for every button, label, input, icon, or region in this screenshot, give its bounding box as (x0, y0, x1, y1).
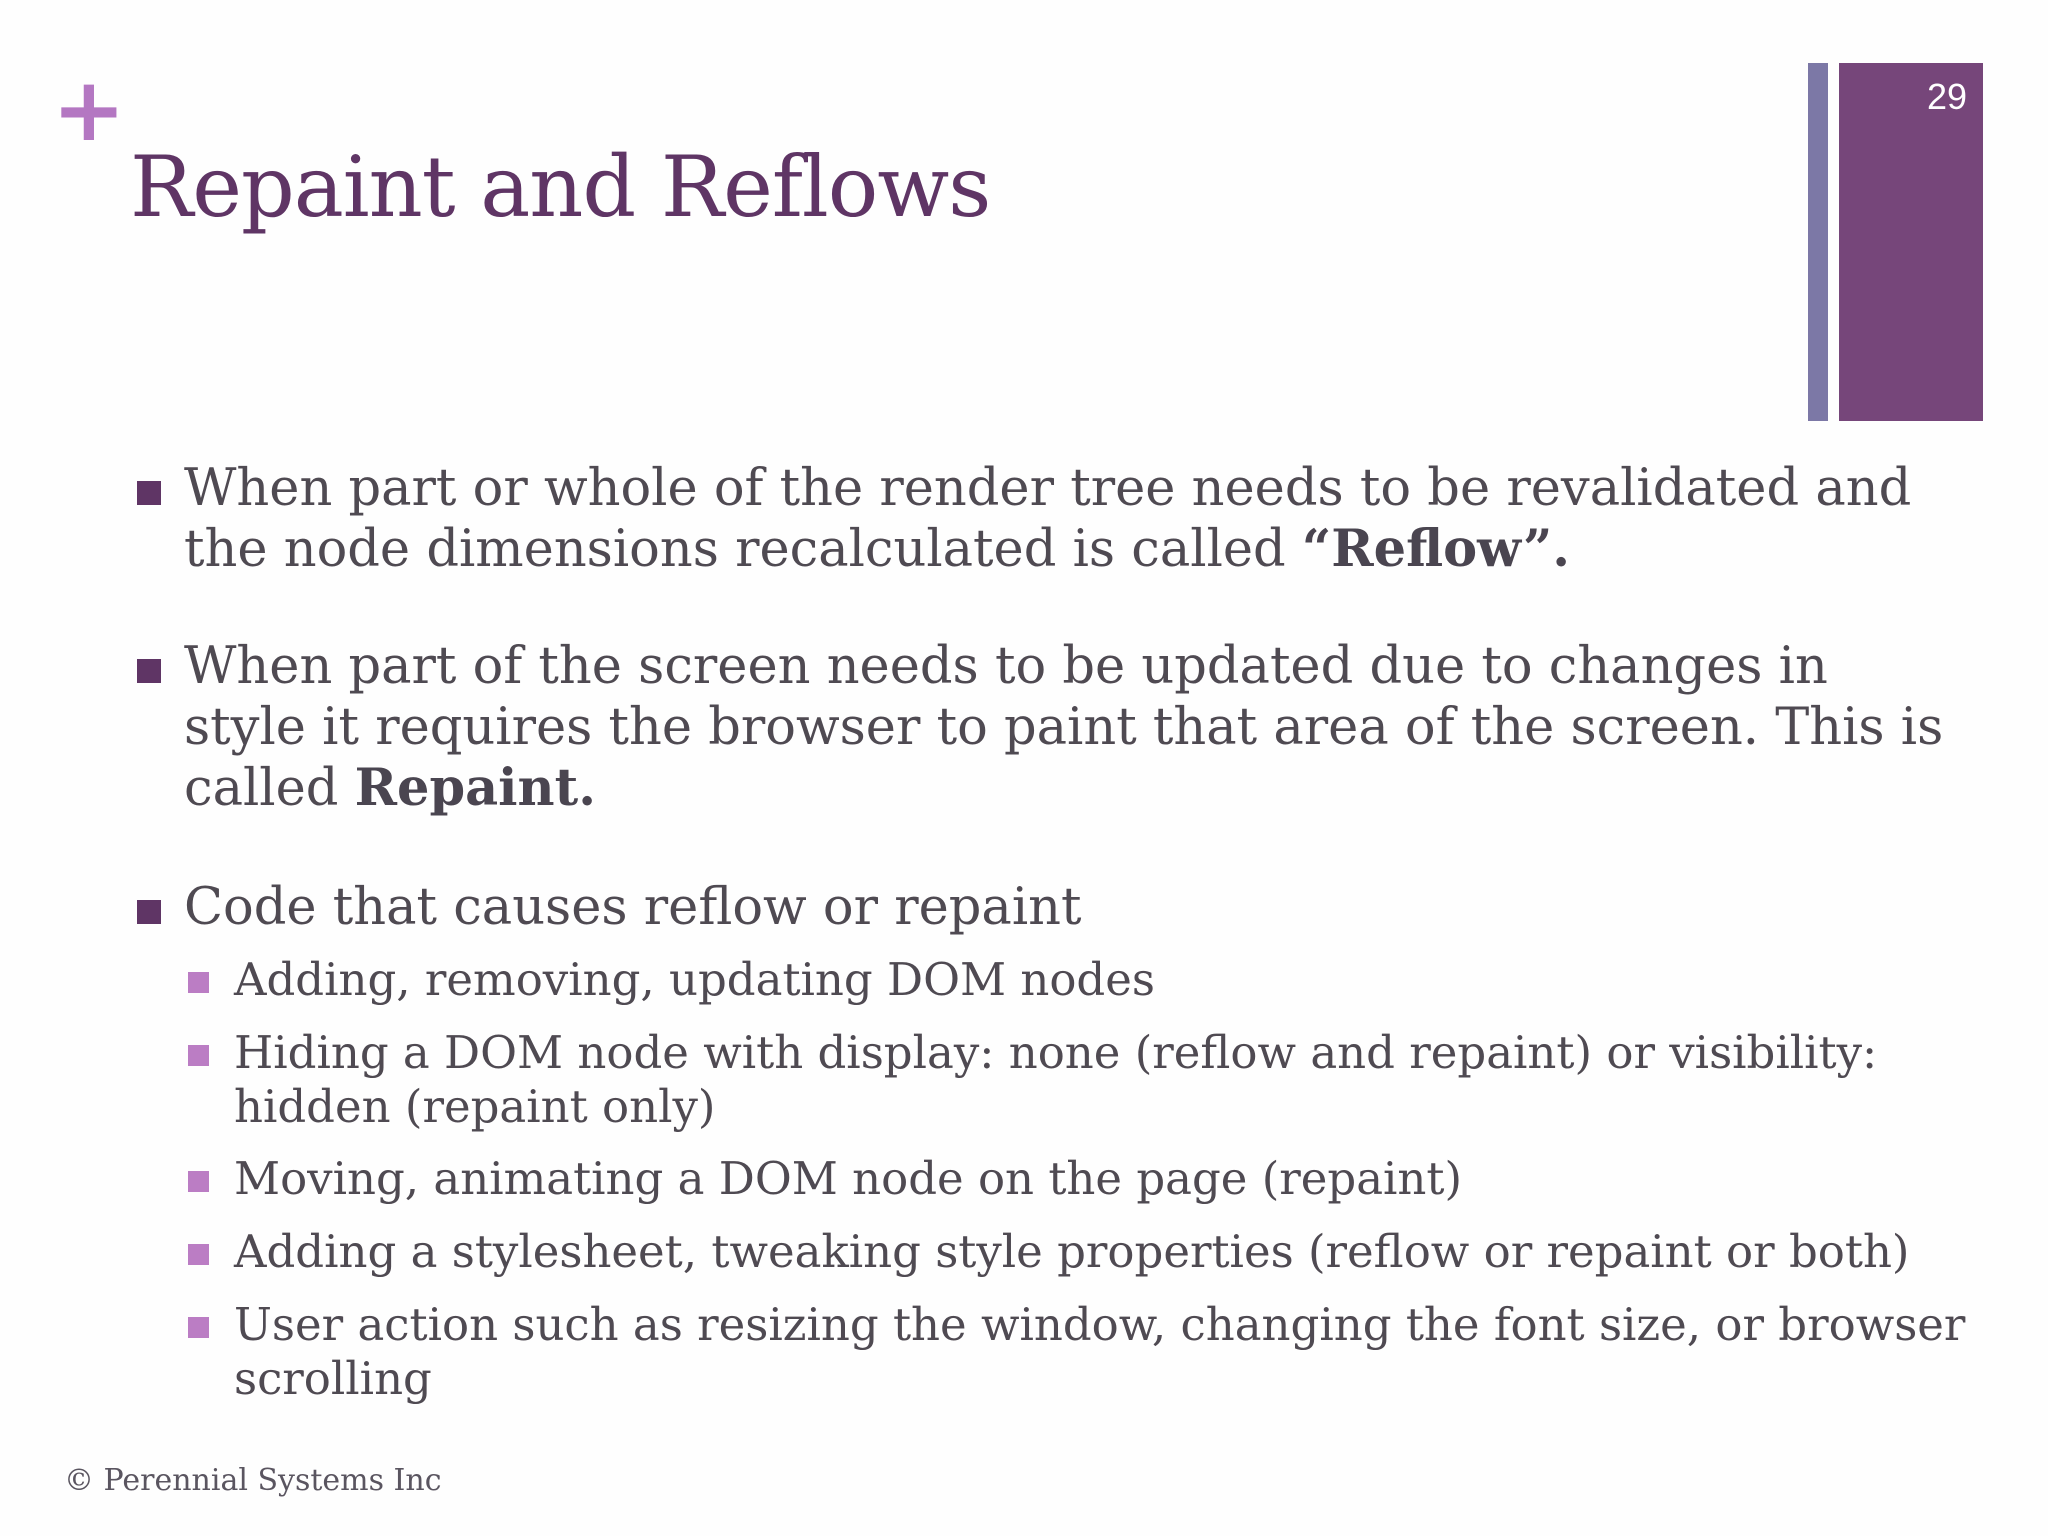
accent-bar-thin (1808, 63, 1828, 421)
copyright-footer: © Perennial Systems Inc (64, 1463, 442, 1498)
bullet-text: When part of the screen needs to be updated due to changes in style it requires the browser to paint that area of the screen. This is called (184, 637, 1944, 818)
sub-bullet-text: Adding a stylesheet, tweaking style properties (reflow or repaint or both) (234, 1225, 1910, 1278)
bullet-bold-text: Repaint. (354, 758, 596, 818)
sub-bullet-text: Hiding a DOM node with display: none (reflow and repaint) or visibility: hidden (repaint only) (234, 1026, 1878, 1133)
bullet-item (184, 458, 1944, 580)
sub-bullet-text: User action such as resizing the window, changing the font size, or browser scrolling (234, 1298, 1966, 1405)
sub-bullet-item (234, 1152, 1974, 1206)
slide-title: Repaint and Reflows (130, 138, 991, 236)
square-bullet-icon (137, 481, 161, 505)
bullet-bold-text: “Reflow”. (1301, 519, 1571, 579)
square-sub-bullet-icon (188, 1045, 209, 1066)
square-sub-bullet-icon (188, 972, 209, 993)
square-sub-bullet-icon (188, 1317, 209, 1338)
bullet-text: When part or whole of the render tree needs to be revalidated and the node dimensions recalculated is called (184, 459, 1912, 579)
sub-bullet-item (234, 1298, 1974, 1406)
sub-bullet-item (234, 953, 1974, 1007)
square-bullet-icon (137, 659, 161, 683)
square-sub-bullet-icon (188, 1171, 209, 1192)
sub-bullet-text: Moving, animating a DOM node on the page (repaint) (234, 1152, 1463, 1205)
bullet-text: Code that causes reflow or repaint (184, 878, 1082, 937)
bullet-item (184, 877, 1944, 938)
page-number: 29 (1926, 76, 1967, 117)
square-sub-bullet-icon (188, 1244, 209, 1265)
sub-bullet-text: Adding, removing, updating DOM nodes (234, 953, 1155, 1006)
square-bullet-icon (137, 900, 161, 924)
bullet-item (184, 636, 1944, 819)
sub-bullet-item (234, 1026, 1974, 1134)
sub-bullet-item (234, 1225, 1974, 1279)
plus-icon: + (52, 58, 126, 161)
